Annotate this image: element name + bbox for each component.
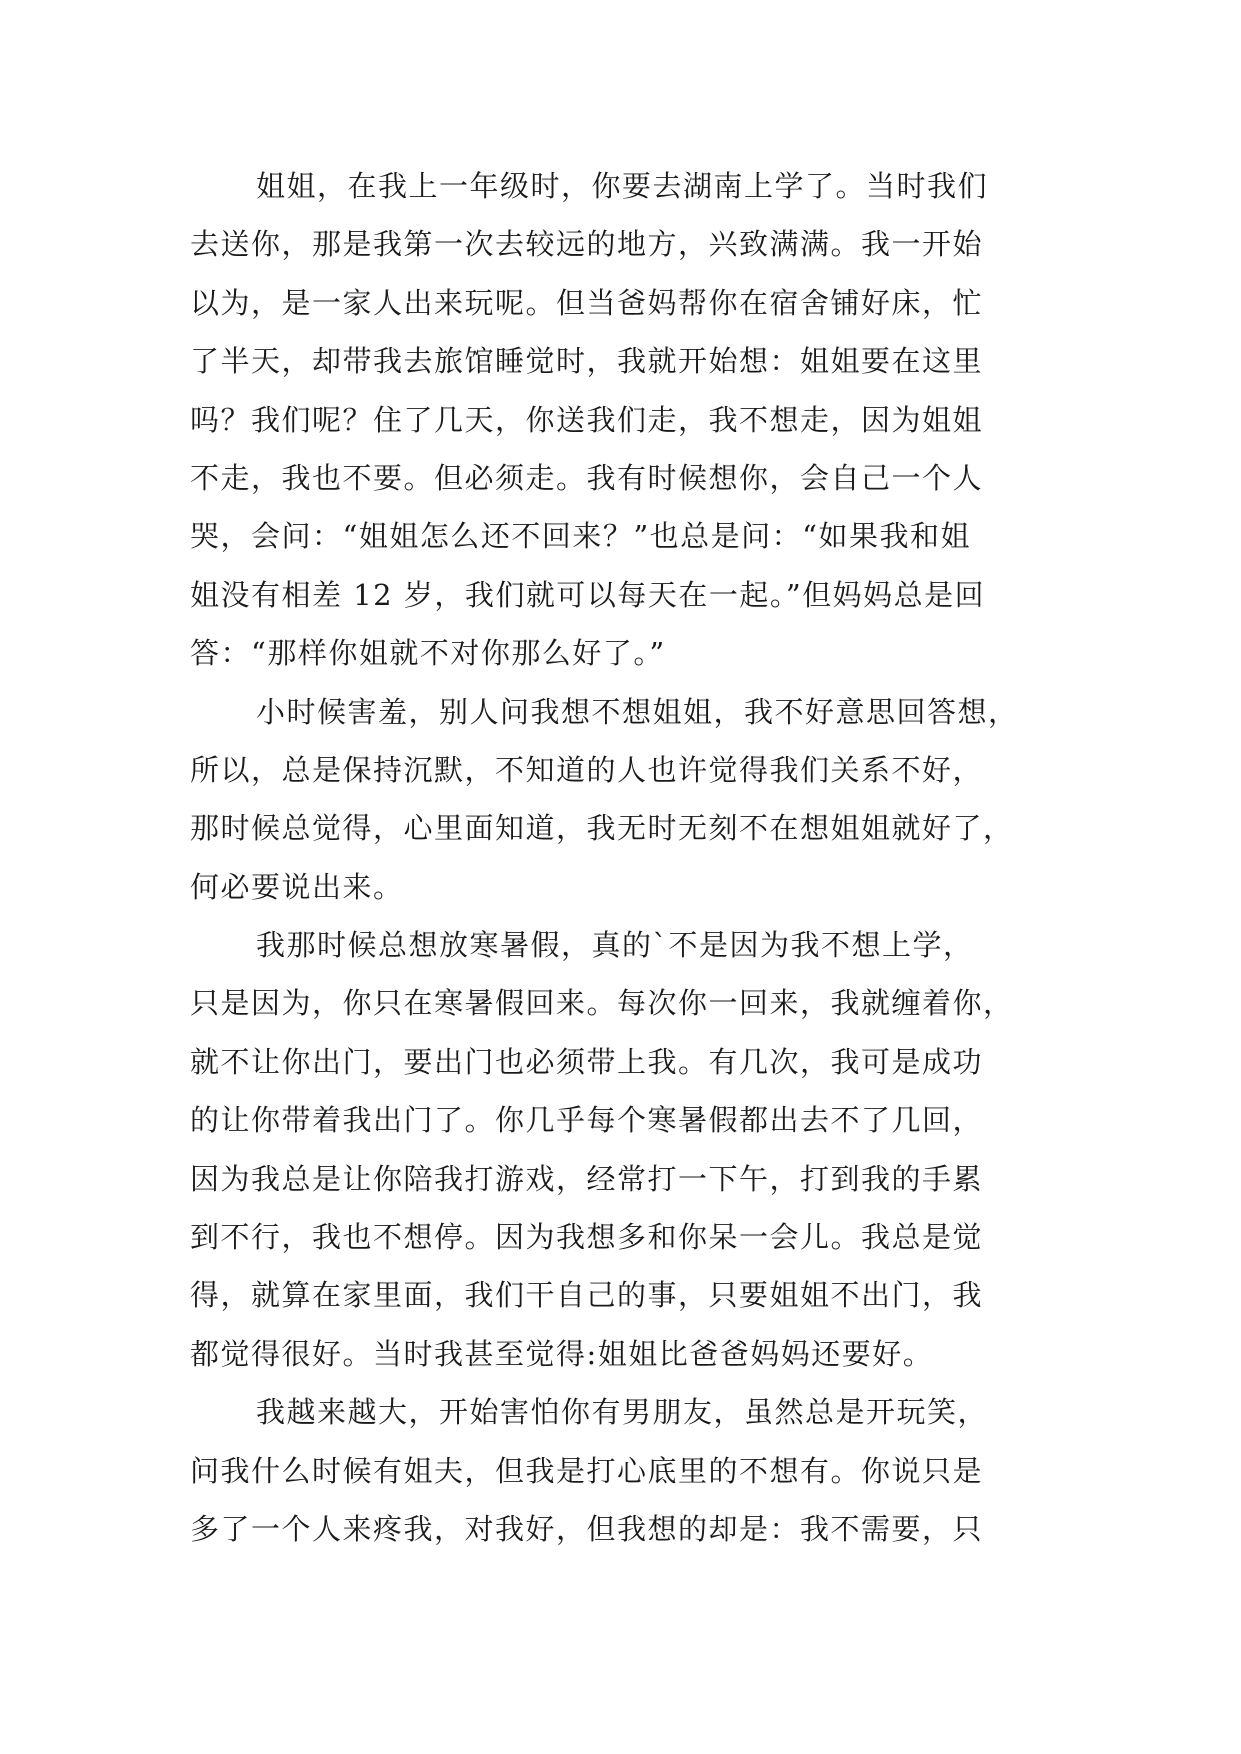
- text-line: 我越来越大，开始害怕你有男朋友，虽然总是开玩笑，: [256, 1395, 989, 1430]
- paragraph-1: [190, 157, 1070, 683]
- text-line: 那时候总觉得，心里面知道，我无时无刻不在想姐姐就好了，: [190, 811, 1014, 846]
- text-line: 得，就算在家里面，我们干自己的事，只要姐姐不出门，我: [190, 1278, 984, 1313]
- document-body: [190, 157, 1070, 1558]
- text-line: 多了一个人来疼我，对我好，但我想的却是：我不需要，只: [190, 1511, 984, 1546]
- text-line: 以为，是一家人出来玩呢。但当爸妈帮你在宿舍铺好床，忙: [190, 285, 984, 320]
- text-line: 姐没有相差 12 岁，我们就可以每天在一起。”但妈妈总是回: [190, 577, 986, 612]
- text-line: 就不让你出门，要出门也必须带上我。有几次，我可是成功: [190, 1044, 984, 1079]
- text-line: 答：“那样你姐就不对你那么好了。”: [190, 636, 666, 671]
- text-line: 小时候害羞，别人问我想不想姐姐，我不好意思回答想，: [256, 694, 1019, 729]
- paragraph-3: [190, 916, 1070, 1383]
- text-line: 只是因为，你只在寒暑假回来。每次你一回来，我就缠着你，: [190, 986, 1014, 1021]
- text-line: 问我什么时候有姐夫，但我是打心底里的不想有。你说只是: [190, 1453, 984, 1488]
- text-line: 到不行，我也不想停。因为我想多和你呆一会儿。我总是觉: [190, 1220, 984, 1255]
- text-line: 所以，总是保持沉默，不知道的人也许觉得我们关系不好，: [190, 752, 984, 787]
- text-line: 我那时候总想放寒暑假，真的`不是因为我不想上学，: [256, 928, 974, 963]
- text-line: 了半天，却带我去旅馆睡觉时，我就开始想：姐姐要在这里: [190, 344, 984, 379]
- paragraph-4: [190, 1383, 1070, 1558]
- text-line: 哭，会问：“姐姐怎么还不回来？”也总是问：“如果我和姐: [190, 519, 971, 554]
- text-line: 姐姐，在我上一年级时，你要去湖南上学了。当时我们: [256, 169, 989, 203]
- text-line: 不走，我也不要。但必须走。我有时候想你，会自己一个人: [190, 460, 984, 495]
- text-line: 因为我总是让你陪我打游戏，经常打一下午，打到我的手累: [190, 1161, 984, 1196]
- paragraph-2: [190, 683, 1070, 917]
- text-line: 吗？我们呢？住了几天，你送我们走，我不想走，因为姐姐: [190, 402, 984, 437]
- text-line: 的让你带着我出门了。你几乎每个寒暑假都出去不了几回，: [190, 1103, 984, 1138]
- text-line: 去送你，那是我第一次去较远的地方，兴致满满。我一开始: [190, 227, 984, 262]
- text-line: 何必要说出来。: [190, 869, 404, 904]
- text-line: 都觉得很好。当时我甚至觉得:姐姐比爸爸妈妈还要好。: [190, 1336, 934, 1371]
